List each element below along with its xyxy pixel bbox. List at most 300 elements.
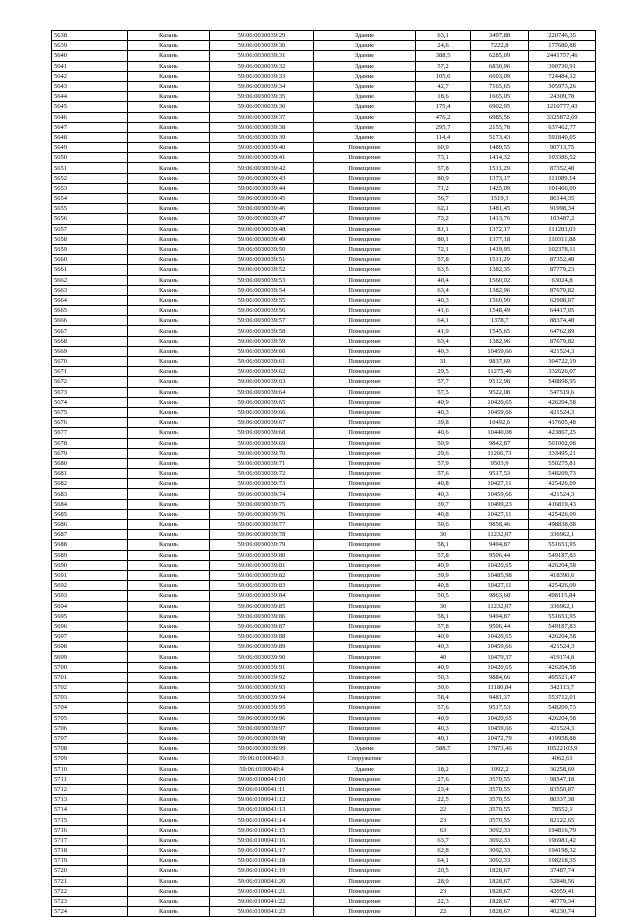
number-cell: 5639 [52, 41, 128, 51]
object-type-cell: Помещение [314, 214, 416, 224]
table-row [52, 428, 596, 438]
city-cell: Казань [128, 479, 210, 489]
area-cell: 63,7 [416, 835, 471, 845]
value-cell: 40230,74 [529, 907, 596, 917]
value-cell: 3325872,69 [529, 112, 596, 122]
city-cell: Казань [128, 886, 210, 896]
value-cell: 549187,83 [529, 621, 596, 631]
price-cell: 10420,65 [471, 560, 529, 570]
object-type-cell: Помещение [314, 377, 416, 387]
city-cell: Казань [128, 703, 210, 713]
city-cell: Казань [128, 876, 210, 886]
city-cell: Казань [128, 31, 210, 41]
object-type-cell: Помещение [314, 367, 416, 377]
table-row [52, 570, 596, 580]
object-type-cell: Помещение [314, 153, 416, 163]
value-cell: 87779,23 [529, 265, 596, 275]
number-cell: 5687 [52, 530, 128, 540]
cadastral-number-cell: 59:06:0030039:82 [210, 570, 314, 580]
value-cell: 547519,6 [529, 387, 596, 397]
value-cell: 37487,74 [529, 866, 596, 876]
registry-table [51, 30, 596, 917]
area-cell: 40,9 [416, 632, 471, 642]
object-type-cell: Помещение [314, 856, 416, 866]
cadastral-number-cell: 59:06:0030039:32 [210, 61, 314, 71]
object-type-cell: Здание [314, 31, 416, 41]
area-cell: 40,1 [416, 733, 471, 743]
object-type-cell: Помещение [314, 835, 416, 845]
price-cell: 6285,09 [471, 51, 529, 61]
city-cell: Казань [128, 683, 210, 693]
city-cell: Казань [128, 458, 210, 468]
object-type-cell: Помещение [314, 397, 416, 407]
table-row [52, 51, 596, 61]
object-type-cell: Помещение [314, 255, 416, 265]
area-cell: 30 [416, 601, 471, 611]
table-row [52, 397, 596, 407]
number-cell: 5643 [52, 81, 128, 91]
area-cell: 71,2 [416, 183, 471, 193]
price-cell: 9494,87 [471, 611, 529, 621]
price-cell: 9503,9 [471, 458, 529, 468]
area-cell: 63,1 [416, 31, 471, 41]
table-row [52, 204, 596, 214]
area-cell: 57,6 [416, 469, 471, 479]
area-cell: 23 [416, 886, 471, 896]
area-cell: 63,5 [416, 265, 471, 275]
table-row [52, 194, 596, 204]
area-cell: 40,6 [416, 428, 471, 438]
number-cell: 5662 [52, 275, 128, 285]
cadastral-number-cell: 59:06:0030039:93 [210, 683, 314, 693]
cadastral-number-cell: 59:06:0030039:51 [210, 255, 314, 265]
price-cell: 1378,7 [471, 316, 529, 326]
area-cell: 57,7 [416, 377, 471, 387]
area-cell: 40,8 [416, 581, 471, 591]
price-cell: 9858,46 [471, 520, 529, 530]
number-cell: 5688 [52, 540, 128, 550]
value-cell: 548209,73 [529, 469, 596, 479]
value-cell: 553712,01 [529, 693, 596, 703]
cadastral-number-cell: 59:06:0030039:94 [210, 693, 314, 703]
price-cell: 10499,23 [471, 499, 529, 509]
table-row [52, 754, 596, 764]
cadastral-number-cell: 59:06:0030039:88 [210, 632, 314, 642]
value-cell: 390730,91 [529, 61, 596, 71]
price-cell: 1828,67 [471, 896, 529, 906]
cadastral-number-cell: 59:06:0030039:46 [210, 204, 314, 214]
price-cell: 9506,44 [471, 550, 529, 560]
value-cell: 64417,05 [529, 306, 596, 316]
city-cell: Казань [128, 601, 210, 611]
table-row [52, 825, 596, 835]
number-cell: 5642 [52, 71, 128, 81]
table-row [52, 846, 596, 856]
price-cell: 1560,02 [471, 275, 529, 285]
number-cell: 5711 [52, 774, 128, 784]
table-row [52, 285, 596, 295]
city-cell: Казань [128, 285, 210, 295]
cadastral-number-cell: 59:06:0030039:80 [210, 550, 314, 560]
object-type-cell: Помещение [314, 479, 416, 489]
city-cell: Казань [128, 489, 210, 499]
price-cell: 1828,67 [471, 866, 529, 876]
area-cell: 57,8 [416, 255, 471, 265]
cadastral-number-cell: 59:06:0030039:70 [210, 448, 314, 458]
table-row [52, 652, 596, 662]
cadastral-number-cell: 59:06:0030039:29 [210, 31, 314, 41]
object-type-cell: Помещение [314, 357, 416, 367]
city-cell: Казань [128, 693, 210, 703]
table-row [52, 367, 596, 377]
table-row [52, 581, 596, 591]
city-cell: Казань [128, 336, 210, 346]
cadastral-number-cell: 59:06:0030039:53 [210, 275, 314, 285]
area-cell: 388,5 [416, 51, 471, 61]
price-cell [471, 754, 529, 764]
value-cell: 550275,81 [529, 458, 596, 468]
object-type-cell: Помещение [314, 346, 416, 356]
table-row [52, 122, 596, 132]
value-cell: 551651,95 [529, 540, 596, 550]
price-cell: 10485,98 [471, 570, 529, 580]
cadastral-number-cell: 59:06:0100041:19 [210, 866, 314, 876]
value-cell: 336962,1 [529, 530, 596, 540]
area-cell: 72,1 [416, 244, 471, 254]
value-cell: 86144,35 [529, 194, 596, 204]
number-cell: 5670 [52, 357, 128, 367]
value-cell: 63024,8 [529, 275, 596, 285]
value-cell: 194816,79 [529, 825, 596, 835]
city-cell: Казань [128, 856, 210, 866]
value-cell: 80337,38 [529, 795, 596, 805]
area-cell: 57,9 [416, 458, 471, 468]
table-row [52, 520, 596, 530]
object-type-cell: Помещение [314, 621, 416, 631]
city-cell: Казань [128, 907, 210, 917]
price-cell: 6693,09 [471, 71, 529, 81]
table-row [52, 173, 596, 183]
city-cell: Казань [128, 499, 210, 509]
cadastral-number-cell: 59:06:0030039:72 [210, 469, 314, 479]
cadastral-number-cell: 59:06:0030039:74 [210, 489, 314, 499]
value-cell: 220746,35 [529, 31, 596, 41]
table-row [52, 621, 596, 631]
cadastral-number-cell: 59:06:0030039:75 [210, 499, 314, 509]
number-cell: 5673 [52, 387, 128, 397]
area-cell: 40,3 [416, 489, 471, 499]
table-row [52, 733, 596, 743]
cadastral-number-cell: 59:06:0030039:96 [210, 713, 314, 723]
number-cell: 5723 [52, 896, 128, 906]
number-cell: 5667 [52, 326, 128, 336]
value-cell: 501002,08 [529, 438, 596, 448]
object-type-cell: Помещение [314, 703, 416, 713]
number-cell: 5647 [52, 122, 128, 132]
object-type-cell: Помещение [314, 642, 416, 652]
city-cell: Казань [128, 418, 210, 428]
cadastral-number-cell: 59:06:0100041:23 [210, 907, 314, 917]
number-cell: 5668 [52, 336, 128, 346]
price-cell: 1382,96 [471, 336, 529, 346]
value-cell: 98547,18 [529, 774, 596, 784]
number-cell: 5709 [52, 754, 128, 764]
area-cell: 40,8 [416, 479, 471, 489]
cadastral-number-cell: 59:06:0030039:84 [210, 591, 314, 601]
value-cell: 91998,34 [529, 204, 596, 214]
area-cell: 63,4 [416, 336, 471, 346]
price-cell: 1519,3 [471, 194, 529, 204]
price-cell: 7222,8 [471, 41, 529, 51]
cadastral-number-cell: 59:06:0030039:90 [210, 652, 314, 662]
object-type-cell: Здание [314, 112, 416, 122]
value-cell: 417605,48 [529, 418, 596, 428]
table-row [52, 153, 596, 163]
value-cell: 342113,7 [529, 683, 596, 693]
area-cell: 295,7 [416, 122, 471, 132]
cadastral-number-cell: 59:06:0030039:57 [210, 316, 314, 326]
city-cell: Казань [128, 173, 210, 183]
area-cell: 175,4 [416, 102, 471, 112]
area-cell: 40,3 [416, 346, 471, 356]
number-cell: 5707 [52, 733, 128, 743]
area-cell: 40,9 [416, 560, 471, 570]
city-cell: Казань [128, 652, 210, 662]
area-cell: 64,1 [416, 316, 471, 326]
price-cell: 6902,95 [471, 102, 529, 112]
value-cell: 177680,88 [529, 41, 596, 51]
area-cell: 40,9 [416, 662, 471, 672]
area-cell: 22 [416, 805, 471, 815]
area-cell: 28,9 [416, 876, 471, 886]
number-cell: 5641 [52, 61, 128, 71]
number-cell: 5654 [52, 194, 128, 204]
price-cell: 6830,96 [471, 61, 529, 71]
object-type-cell: Помещение [314, 285, 416, 295]
table-row [52, 479, 596, 489]
number-cell: 5660 [52, 255, 128, 265]
city-cell: Казань [128, 204, 210, 214]
value-cell: 724484,12 [529, 71, 596, 81]
number-cell: 5665 [52, 306, 128, 316]
value-cell: 549187,83 [529, 550, 596, 560]
cadastral-number-cell: 59:06:0030039:64 [210, 387, 314, 397]
object-type-cell: Помещение [314, 632, 416, 642]
object-type-cell: Помещение [314, 316, 416, 326]
cadastral-number-cell: 59:06:0030039:48 [210, 224, 314, 234]
city-cell: Казань [128, 530, 210, 540]
object-type-cell: Помещение [314, 336, 416, 346]
city-cell: Казань [128, 744, 210, 754]
object-type-cell: Помещение [314, 550, 416, 560]
number-cell: 5699 [52, 652, 128, 662]
number-cell: 5693 [52, 591, 128, 601]
number-cell: 5677 [52, 428, 128, 438]
table-row [52, 540, 596, 550]
value-cell: 1210777,43 [529, 102, 596, 112]
value-cell: 591840,05 [529, 132, 596, 142]
city-cell: Казань [128, 846, 210, 856]
area-cell: 62,1 [416, 204, 471, 214]
table-row [52, 489, 596, 499]
number-cell: 5704 [52, 703, 128, 713]
cadastral-number-cell: 59:06:0030039:39 [210, 132, 314, 142]
number-cell: 5678 [52, 438, 128, 448]
object-type-cell: Помещение [314, 805, 416, 815]
table-row [52, 275, 596, 285]
value-cell: 36258,69 [529, 764, 596, 774]
price-cell: 10427,11 [471, 509, 529, 519]
area-cell: 114,4 [416, 132, 471, 142]
table-row [52, 183, 596, 193]
city-cell: Казань [128, 81, 210, 91]
price-cell: 1377,18 [471, 234, 529, 244]
object-type-cell: Помещение [314, 418, 416, 428]
object-type-cell: Здание [314, 132, 416, 142]
object-type-cell: Помещение [314, 907, 416, 917]
area-cell: 40,3 [416, 407, 471, 417]
area-cell: 62,8 [416, 846, 471, 856]
cadastral-number-cell: 59:06:0030039:77 [210, 520, 314, 530]
number-cell: 5712 [52, 784, 128, 794]
cadastral-number-cell: 59:06:0100041:12 [210, 795, 314, 805]
area-cell: 57,6 [416, 703, 471, 713]
area-cell: 63,4 [416, 285, 471, 295]
city-cell: Казань [128, 122, 210, 132]
city-cell: Казань [128, 326, 210, 336]
number-cell: 5685 [52, 509, 128, 519]
number-cell: 5664 [52, 295, 128, 305]
value-cell: 421524,3 [529, 407, 596, 417]
value-cell: 495521,47 [529, 672, 596, 682]
city-cell: Казань [128, 387, 210, 397]
area-cell: 80,9 [416, 173, 471, 183]
table-row [52, 336, 596, 346]
table-row [52, 214, 596, 224]
cadastral-number-cell: 59:06:0030039:95 [210, 703, 314, 713]
area-cell: 58,1 [416, 540, 471, 550]
value-cell: 548209,73 [529, 703, 596, 713]
area-cell: 24,6 [416, 41, 471, 51]
price-cell: 11232,07 [471, 601, 529, 611]
table-row [52, 295, 596, 305]
price-cell: 1828,67 [471, 876, 529, 886]
price-cell: 9517,53 [471, 703, 529, 713]
city-cell: Казань [128, 407, 210, 417]
table-body [52, 31, 596, 917]
area-cell: 57,8 [416, 163, 471, 173]
price-cell: 10459,66 [471, 642, 529, 652]
value-cell: 426204,58 [529, 397, 596, 407]
cadastral-number-cell: 59:06:0030039:89 [210, 642, 314, 652]
table-row [52, 377, 596, 387]
price-cell: 1481,45 [471, 204, 529, 214]
price-cell: 10420,65 [471, 397, 529, 407]
area-cell: 73,2 [416, 214, 471, 224]
city-cell: Казань [128, 632, 210, 642]
table-row [52, 907, 596, 917]
number-cell: 5716 [52, 825, 128, 835]
table-row [52, 469, 596, 479]
object-type-cell: Помещение [314, 469, 416, 479]
area-cell: 80,1 [416, 234, 471, 244]
number-cell: 5696 [52, 621, 128, 631]
table-row [52, 357, 596, 367]
table-row [52, 31, 596, 41]
city-cell: Казань [128, 591, 210, 601]
city-cell: Казань [128, 784, 210, 794]
number-cell: 5692 [52, 581, 128, 591]
table-row [52, 102, 596, 112]
area-cell: 81,1 [416, 224, 471, 234]
area-cell: 39,9 [416, 570, 471, 580]
table-row [52, 265, 596, 275]
city-cell: Казань [128, 214, 210, 224]
value-cell: 78552,1 [529, 805, 596, 815]
table-row [52, 316, 596, 326]
price-cell: 11275,46 [471, 367, 529, 377]
value-cell: 111283,03 [529, 224, 596, 234]
cadastral-number-cell: 59:06:0030039:60 [210, 346, 314, 356]
area-cell: 40,9 [416, 713, 471, 723]
object-type-cell: Помещение [314, 224, 416, 234]
document-sheet [51, 30, 595, 917]
value-cell: 419958,88 [529, 733, 596, 743]
area-cell: 50,6 [416, 520, 471, 530]
price-cell: 1828,67 [471, 907, 529, 917]
value-cell: 42059,41 [529, 886, 596, 896]
city-cell: Казань [128, 92, 210, 102]
table-row [52, 764, 596, 774]
number-cell: 5698 [52, 642, 128, 652]
city-cell: Казань [128, 265, 210, 275]
value-cell: 87679,82 [529, 336, 596, 346]
number-cell: 5655 [52, 204, 128, 214]
price-cell: 1665,05 [471, 92, 529, 102]
city-cell: Казань [128, 621, 210, 631]
city-cell: Казань [128, 448, 210, 458]
cadastral-number-cell: 59:06:0100041:22 [210, 896, 314, 906]
table-row [52, 224, 596, 234]
area-cell: 57,8 [416, 621, 471, 631]
number-cell: 5721 [52, 876, 128, 886]
price-cell: 1511,29 [471, 255, 529, 265]
city-cell: Казань [128, 112, 210, 122]
city-cell: Казань [128, 764, 210, 774]
price-cell: 3497,88 [471, 31, 529, 41]
city-cell: Казань [128, 672, 210, 682]
city-cell: Казань [128, 377, 210, 387]
area-cell: 39,7 [416, 499, 471, 509]
number-cell: 5671 [52, 367, 128, 377]
price-cell: 1511,29 [471, 163, 529, 173]
number-cell: 5661 [52, 265, 128, 275]
object-type-cell: Помещение [314, 591, 416, 601]
area-cell: 588,7 [416, 744, 471, 754]
table-row [52, 683, 596, 693]
city-cell: Казань [128, 163, 210, 173]
price-cell: 1382,96 [471, 285, 529, 295]
object-type-cell: Помещение [314, 326, 416, 336]
value-cell: 548898,95 [529, 377, 596, 387]
city-cell: Казань [128, 346, 210, 356]
object-type-cell: Помещение [314, 428, 416, 438]
number-cell: 5648 [52, 132, 128, 142]
area-cell: 40,9 [416, 397, 471, 407]
price-cell: 1373,17 [471, 173, 529, 183]
price-cell: 1992,2 [471, 764, 529, 774]
object-type-cell: Помещение [314, 448, 416, 458]
